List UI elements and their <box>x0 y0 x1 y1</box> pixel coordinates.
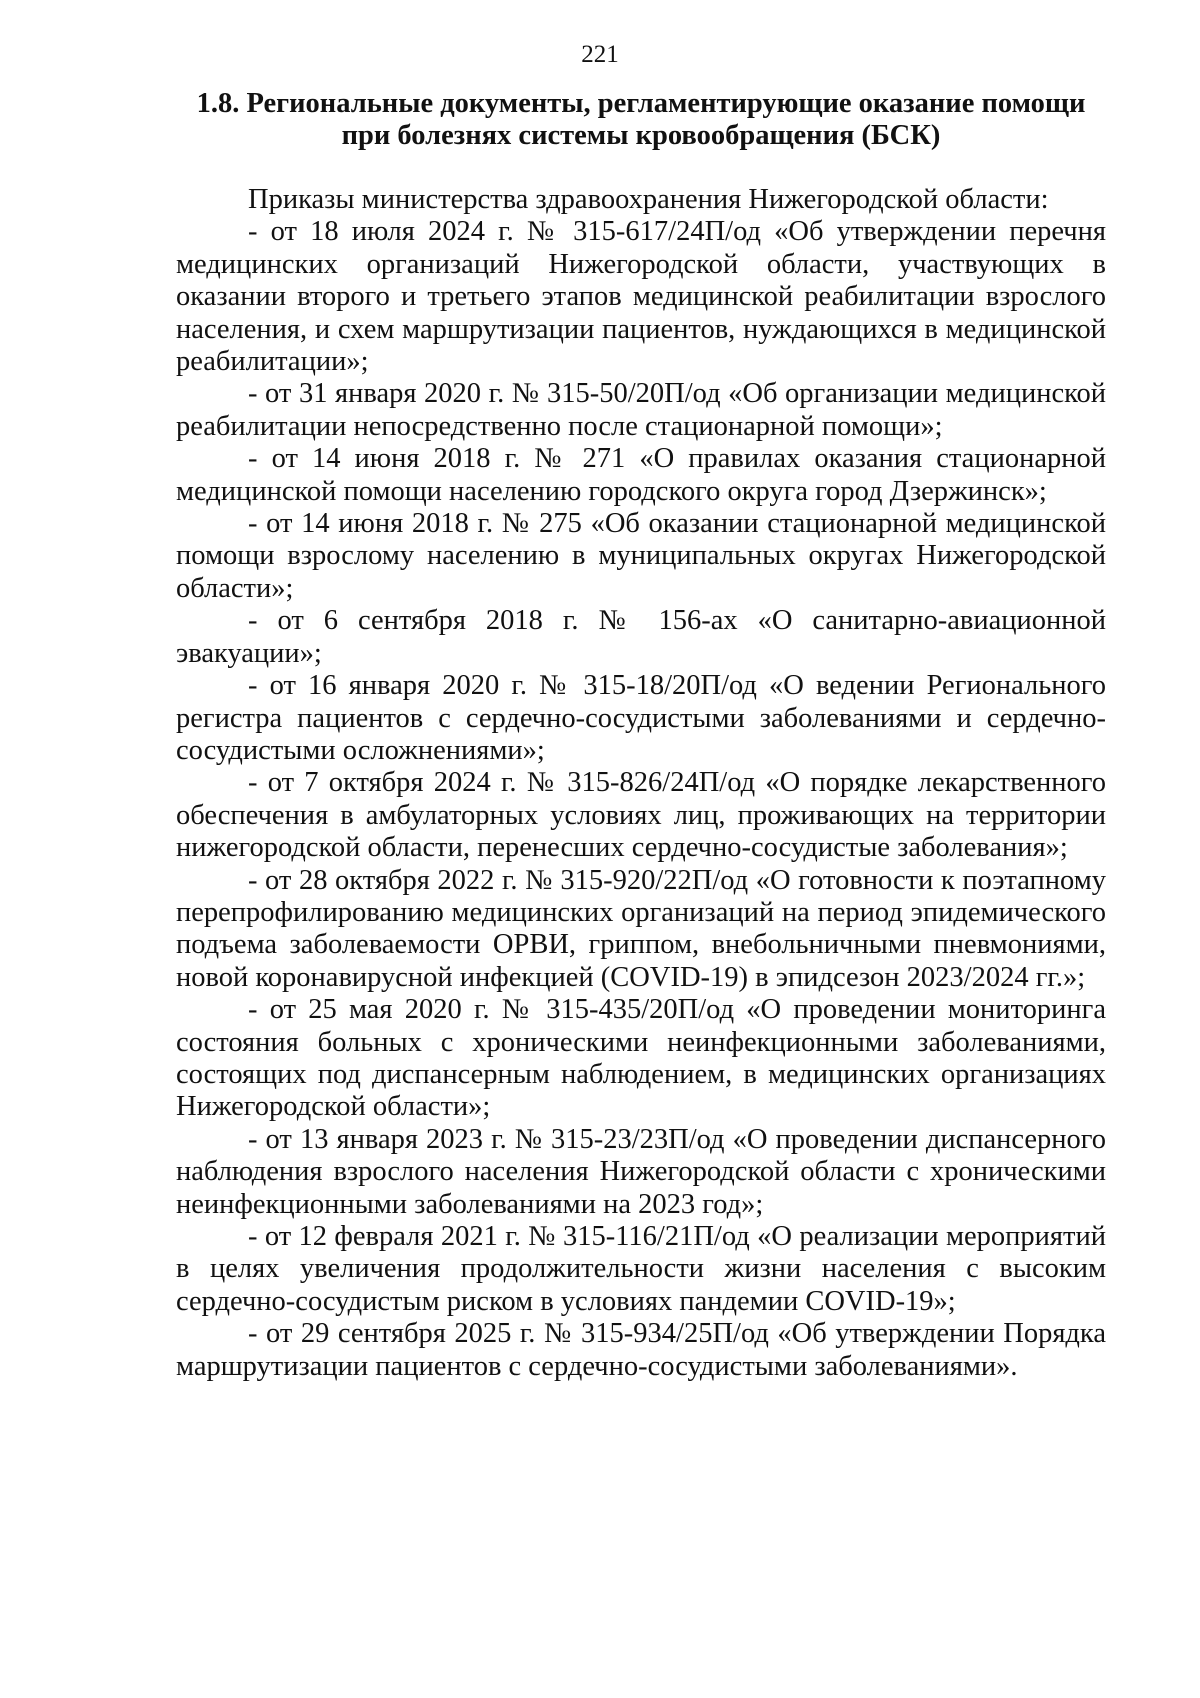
document-body <box>176 184 1106 1383</box>
order-item: - от 14 июня 2018 г. № 271 «О правилах оказания стационарной медицинской помощи населению городского округа город Дзержинск»; <box>176 443 1106 507</box>
section-heading-line-2: при болезнях системы кровообращения (БСК) <box>341 120 941 151</box>
order-item: - от 25 мая 2020 г. № 315-435/20П/од «О проведении мониторинга состояния больных с хроническими неинфекционными заболеваниями, состоящих под диспансерным наблюдением, в медицинских организациях Нижегородской области»; <box>176 994 1106 1123</box>
intro-paragraph: Приказы министерства здравоохранения Нижегородской области: <box>248 184 1049 215</box>
section-heading <box>176 88 1106 152</box>
order-item: - от 12 февраля 2021 г. № 315-116/21П/од «О реализации мероприятий в целях увеличения продолжительности жизни населения с высоким сердечно-сосудистым риском в условиях пандемии COVID-19»; <box>176 1221 1106 1317</box>
order-item: - от 7 октября 2024 г. № 315-826/24П/од «О порядке лекарственного обеспечения в амбулаторных условиях лиц, проживающих на территории нижегородской области, перенесших сердечно-сосудистые заболевания»; <box>176 767 1106 864</box>
order-item: - от 6 сентября 2018 г. № 156-ах «О санитарно-авиационной эвакуации»; <box>176 605 1106 669</box>
order-item: - от 31 января 2020 г. № 315-50/20П/од «Об организации медицинской реабилитации непосредственно после стационарной помощи»; <box>176 378 1106 442</box>
order-item: - от 16 января 2020 г. № 315-18/20П/од «О ведении Регионального регистра пациентов с сердечно-сосудистыми заболеваниями и сердечно-сосудистыми осложнениями»; <box>176 670 1106 766</box>
page-number: 221 <box>581 41 619 68</box>
order-item: - от 18 июля 2024 г. № 315-617/24П/од «Об утверждении перечня медицинских организаций Нижегородской области, участвующих в оказании второго и третьего этапов медицинской реабилитации взрослого населения, и схем маршрутизации пациентов, нуждающихся в медицинской реабилитации»; <box>176 216 1106 378</box>
order-item: - от 29 сентября 2025 г. № 315-934/25П/од «Об утверждении Порядка маршрутизации пациентов с сердечно-сосудистыми заболеваниями». <box>176 1318 1106 1382</box>
section-heading-line-1: 1.8. Региональные документы, регламентирующие оказание помощи <box>196 88 1086 119</box>
order-item: - от 13 января 2023 г. № 315-23/23П/од «О проведении диспансерного наблюдения взрослого населения Нижегородской области с хроническими неинфекционными заболеваниями на 2023 год»; <box>176 1123 1106 1220</box>
order-item: - от 14 июня 2018 г. № 275 «Об оказании стационарной медицинской помощи взрослому населению в муниципальных округах Нижегородской области»; <box>176 508 1106 604</box>
order-item: - от 28 октября 2022 г. № 315-920/22П/од «О готовности к поэтапному перепрофилированию медицинских организаций на период эпидемического подъема заболеваемости ОРВИ, гриппом, внебольничными пневмониями, новой коронавирусной инфекцией (COVID-19) в эпидсезон 2023/2024 гг.»; <box>176 864 1106 993</box>
